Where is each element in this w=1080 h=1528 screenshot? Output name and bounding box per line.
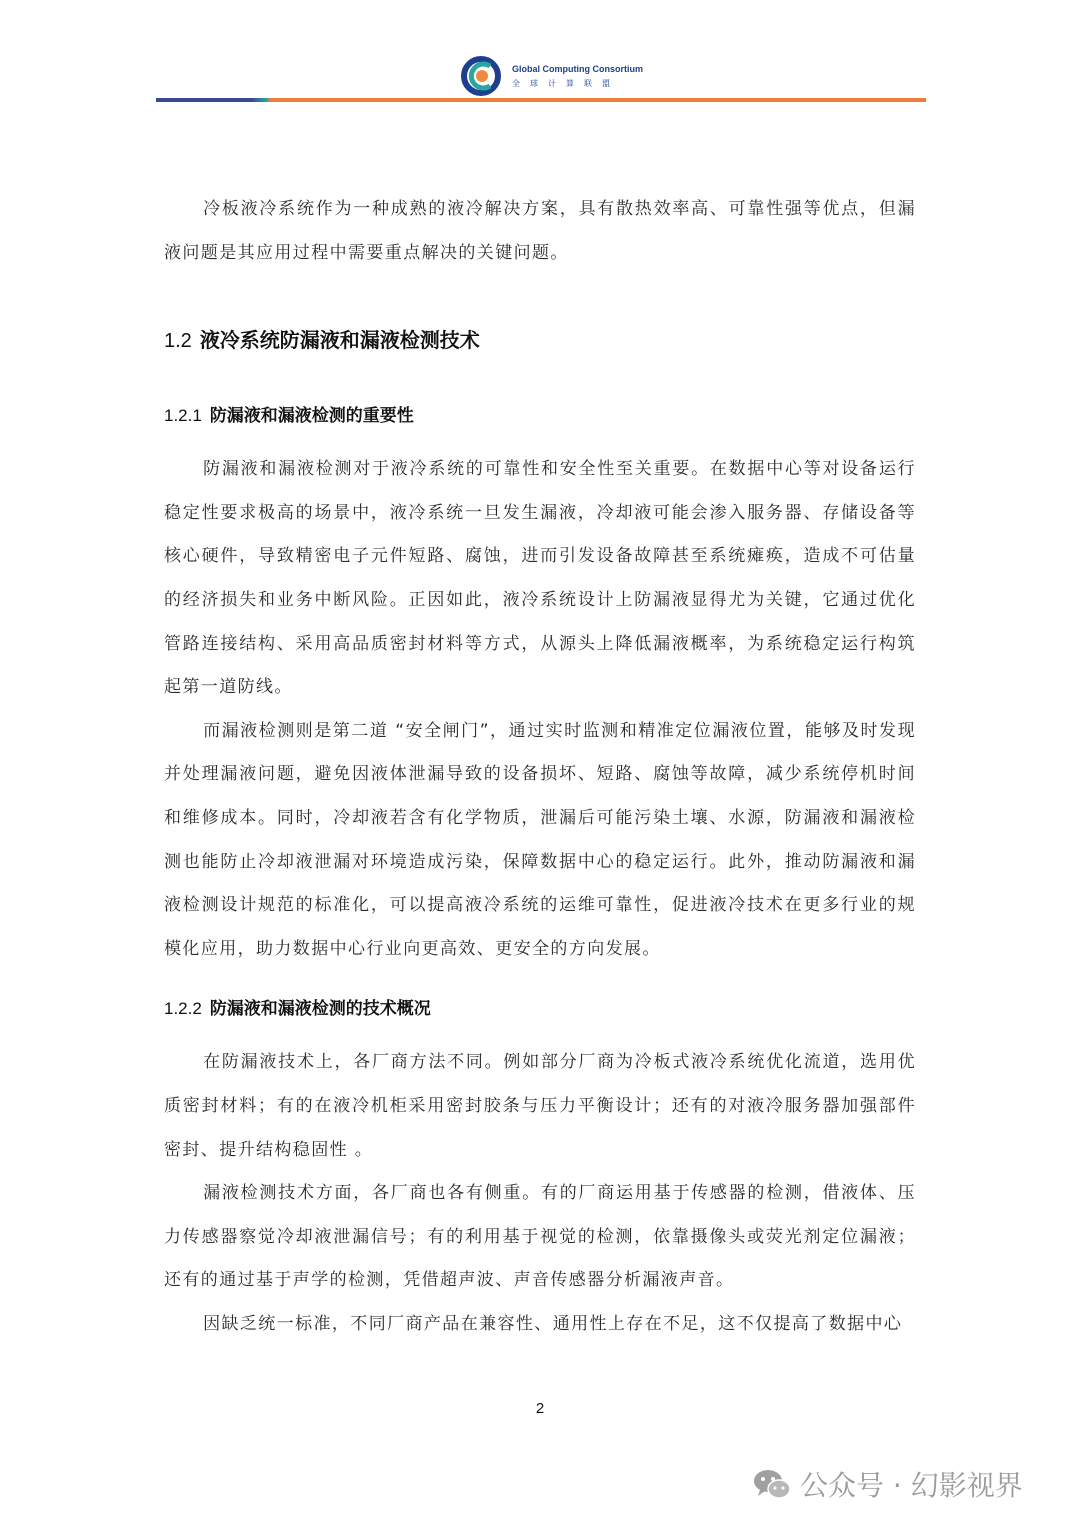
section-number: 1.2: [164, 330, 192, 353]
org-name-cn: 全球计算联盟: [512, 79, 620, 88]
section-heading: [164, 325, 916, 356]
watermark: [752, 1462, 1023, 1506]
header-logo: [460, 56, 660, 96]
body-paragraph: 而漏液检测则是第二道 “安全闸门”，通过实时监测和精准定位漏液位置，能够及时发现并处理漏液问题，避免因液体泄漏导致的设备损坏、短路、腐蚀等故障，减少系统停机时间和维修成本。同时，冷却液若含有化学物质，泄漏后可能污染土壤、水源，防漏液和漏液检测也能防止冷却液泄漏对环境造成污染，保障数据中心的稳定运行。此外，推动防漏液和漏液检测设计规范的标准化，可以提高液冷系统的运维可靠性，促进液冷技术在更多行业的规模化应用，助力数据中心行业向更高效、更安全的方向发展。: [164, 720, 916, 959]
org-name-en: Global Computing Consortium: [512, 64, 643, 74]
subsection-number: 1.2.2: [164, 999, 202, 1019]
consortium-logo-icon: [460, 56, 504, 96]
subsection-heading: [164, 995, 916, 1023]
intro-paragraph: 冷板液冷系统作为一种成熟的液冷解决方案，具有散热效率高、可靠性强等优点，但漏液问题是其应用过程中需要重点解决的关键问题。: [164, 199, 916, 263]
body-paragraph: 在防漏液技术上，各厂商方法不同。例如部分厂商为冷板式液冷系统优化流道，选用优质密封材料；有的在液冷机柜采用密封胶条与压力平衡设计；还有的对液冷服务器加强部件密封、提升结构稳固性 。: [164, 1052, 916, 1160]
wechat-icon: [752, 1466, 792, 1502]
header-rule: [156, 98, 926, 102]
body-paragraph: 因缺乏统一标准，不同厂商产品在兼容性、通用性上存在不足，这不仅提高了数据中心: [203, 1313, 903, 1334]
subsection-heading: [164, 402, 916, 430]
page-content: [164, 188, 916, 1346]
subsection-number: 1.2.1: [164, 406, 202, 426]
section-title: 液冷系统防漏液和漏液检测技术: [199, 328, 480, 353]
watermark-text: 公众号 · 幻影视界: [800, 1469, 1023, 1502]
body-paragraph: 漏液检测技术方面，各厂商也各有侧重。有的厂商运用基于传感器的检测，借液体、压力传感器察觉冷却液泄漏信号；有的利用基于视觉的检测，依靠摄像头或荧光剂定位漏液；还有的通过基于声学的检测，凭借超声波、声音传感器分析漏液声音。: [164, 1183, 916, 1291]
page-number: 2: [535, 1400, 545, 1417]
subsection-title: 防漏液和漏液检测的技术概况: [209, 999, 431, 1020]
subsection-title: 防漏液和漏液检测的重要性: [209, 406, 414, 427]
body-paragraph: 防漏液和漏液检测对于液冷系统的可靠性和安全性至关重要。在数据中心等对设备运行稳定性要求极高的场景中，液冷系统一旦发生漏液，冷却液可能会渗入服务器、存储设备等核心硬件，导致精密电子元件短路、腐蚀，进而引发设备故障甚至系统瘫痪，造成不可估量的经济损失和业务中断风险。正因如此，液冷系统设计上防漏液显得尤为关键，它通过优化管路连接结构、采用高品质密封材料等方式，从源头上降低漏液概率，为系统稳定运行构筑起第一道防线。: [164, 459, 916, 698]
